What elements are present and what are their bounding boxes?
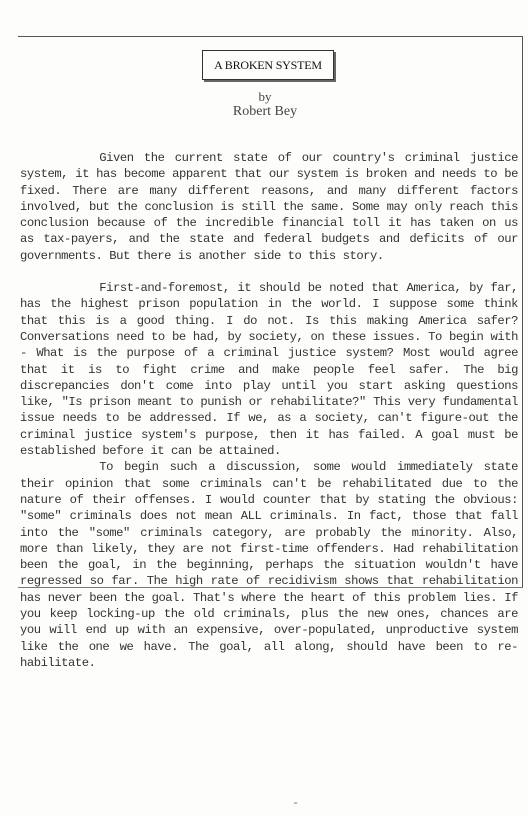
byline-by: by — [258, 89, 272, 104]
page-mark: - — [292, 796, 300, 810]
paragraph-1: Given the current state of our country's criminal justice system, it has become apparent that our system is broken and needs to be fixed. There are many different reasons, and many different factors involved, but the conclusion is still the same. Some may only reach this conclusion because of the incredible financial toll it has taken on us as tax-payers, and the state and federal budgets and deficits of our governments. But there is another side to this story. — [20, 151, 518, 263]
article-body — [20, 150, 518, 671]
paragraph-3: To begin such a discussion, some would immediately state their opinion that some criminals can't be rehabilitated due to the nature of their offenses. I would counter that by stating the obvious: "some" criminals does not mean ALL criminals. In fact, those that fall into the "some" criminals category, are probably the minority. Also, more than likely, they are not first-time offenders. Had rehabilitation been the goal, in the beginning, perhaps the situation wouldn't have regressed so far. The high rate of recidivism shows that rehabilitation has never been the goal. That's where the heart of this problem lies. If you keep locking-up the old criminals, plus the new ones, chances are you will end up with an expensive, over-populated, unproductive system like the one we have. The goal, all along, should have been to re-habilitate. — [20, 460, 518, 670]
author-name: Robert Bey — [232, 104, 298, 119]
paragraph-2: First-and-foremost, it should be noted that America, by far, has the highest prison population in the world. I suppose some think that this is a good thing. I do not. Is this making America safer? Conversations need to be had, by society, on these issues. To begin with - What is the purpose of a criminal justice system? Most would agree that it is to fight crime and make people feel safer. The big discrepancies don't come into play until you start asking questions like, "Is prison meant to punish or rehabilitate?" This very fundamental issue needs to be addressed. If we, as a society, can't figure-out the criminal justice system's purpose, then it has failed. A goal must be established before it can be attained. — [20, 281, 518, 459]
article-title: A BROKEN SYSTEM — [202, 50, 334, 80]
